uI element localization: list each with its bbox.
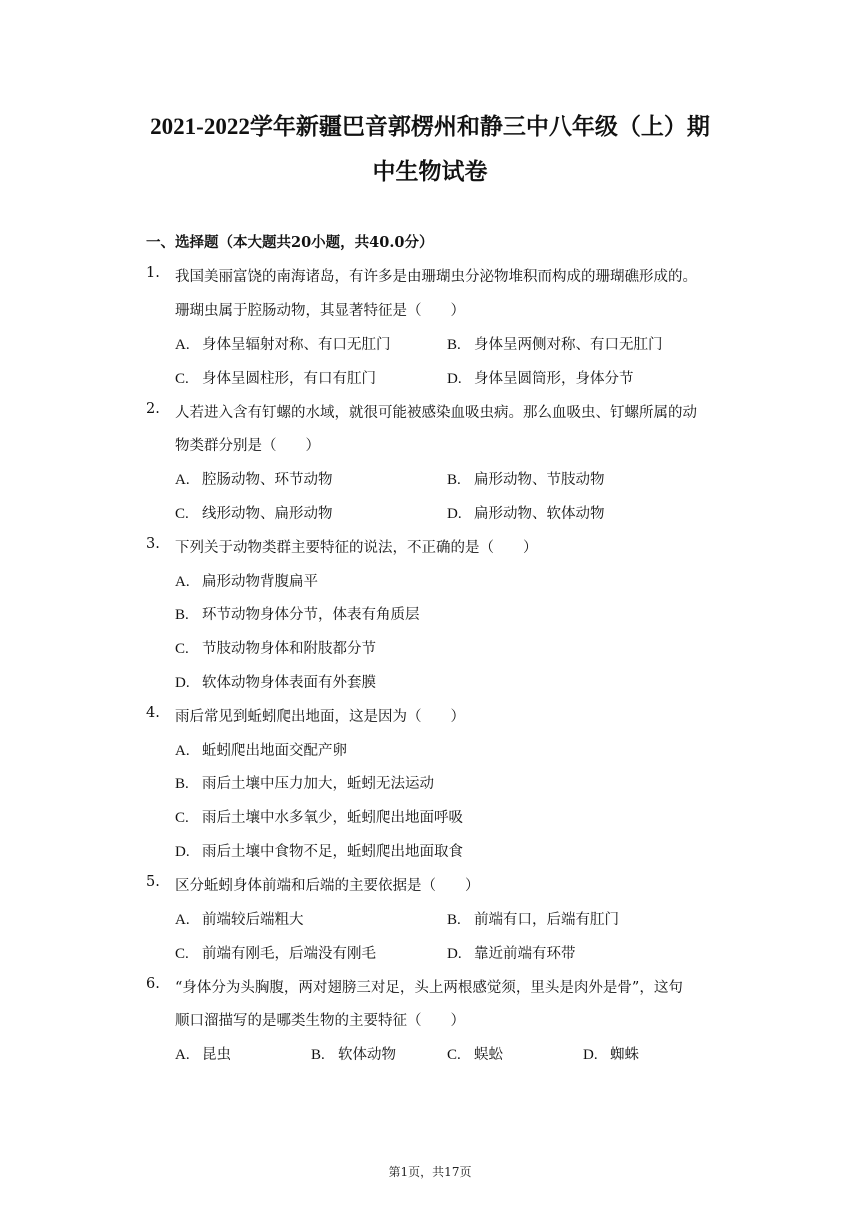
- question-1-text-line-2: 珊瑚虫属于腔肠动物，其显著特征是（ ）: [175, 303, 465, 319]
- question-4-option-a: A. 蚯蚓爬出地面交配产卵: [175, 743, 347, 759]
- question-1-number: 1.: [146, 265, 160, 281]
- document-title-line-1: 2021-2022学年新疆巴音郭楞州和静三中八年级（上）期: [150, 114, 710, 139]
- question-6-text-line-2: 顺口溜描写的是哪类生物的主要特征（ ）: [175, 1013, 465, 1029]
- question-1-text-line-1: 我国美丽富饶的南海诸岛，有许多是由珊瑚虫分泌物堆积而构成的珊瑚礁形成的。: [175, 269, 697, 285]
- question-2-number: 2.: [146, 401, 160, 417]
- question-5-option-d: D. 靠近前端有环带: [447, 946, 576, 962]
- question-2-text-line-2: 物类群分别是（ ）: [175, 438, 320, 454]
- question-6-option-b: B. 软体动物: [311, 1047, 396, 1063]
- page-footer: 第1页，共17页: [388, 1165, 472, 1179]
- question-5-text-line-1: 区分蚯蚓身体前端和后端的主要依据是（ ）: [175, 878, 480, 894]
- question-4-option-c: C. 雨后土壤中水多氧少，蚯蚓爬出地面呼吸: [175, 810, 463, 826]
- question-3-option-c: C. 节肢动物身体和附肢都分节: [175, 641, 376, 657]
- question-2-option-d: D. 扁形动物、软体动物: [447, 506, 605, 522]
- question-4-number: 4.: [146, 705, 160, 721]
- question-2-option-b: B. 扁形动物、节肢动物: [447, 472, 605, 488]
- question-5-option-b: B. 前端有口，后端有肛门: [447, 912, 619, 928]
- question-4-option-d: D. 雨后土壤中食物不足，蚯蚓爬出地面取食: [175, 844, 463, 860]
- question-2-option-a: A. 腔肠动物、环节动物: [175, 472, 333, 488]
- question-3-option-a: A. 扁形动物背腹扁平: [175, 574, 318, 590]
- question-3-option-b: B. 环节动物身体分节，体表有角质层: [175, 607, 420, 623]
- document-title-line-2: 中生物试卷: [372, 159, 488, 184]
- question-6-option-a: A. 昆虫: [175, 1047, 231, 1063]
- question-4-text-line-1: 雨后常见到蚯蚓爬出地面，这是因为（ ）: [175, 709, 465, 725]
- question-6-number: 6.: [146, 976, 160, 992]
- question-5-option-c: C. 前端有刚毛，后端没有刚毛: [175, 946, 376, 962]
- question-1-option-b: B. 身体呈两侧对称、有口无肛门: [447, 337, 663, 353]
- question-1-option-d: D. 身体呈圆筒形，身体分节: [447, 371, 634, 387]
- question-3-option-d: D. 软体动物身体表面有外套膜: [175, 675, 376, 691]
- question-2-option-c: C. 线形动物、扁形动物: [175, 506, 333, 522]
- question-3-text-line-1: 下列关于动物类群主要特征的说法，不正确的是（ ）: [175, 540, 538, 556]
- question-5-number: 5.: [146, 874, 160, 890]
- question-1-option-a: A. 身体呈辐射对称、有口无肛门: [175, 337, 391, 353]
- question-6-text-line-1: “身体分为头胸腹，两对翅膀三对足，头上两根感觉须，里头是肉外是骨”，这句: [175, 980, 683, 996]
- question-2-text-line-1: 人若进入含有钉螺的水域，就很可能被感染血吸虫病。那么血吸虫、钉螺所属的动: [175, 405, 697, 421]
- question-5-option-a: A. 前端较后端粗大: [175, 912, 304, 928]
- question-6-option-c: C. 蜈蚣: [447, 1047, 503, 1063]
- question-6-option-d: D. 蜘蛛: [583, 1047, 639, 1063]
- question-4-option-b: B. 雨后土壤中压力加大，蚯蚓无法运动: [175, 776, 434, 792]
- section-heading: 一、选择题（本大题共20小题，共40.0分）: [146, 234, 434, 251]
- question-1-option-c: C. 身体呈圆柱形，有口有肛门: [175, 371, 376, 387]
- question-3-number: 3.: [146, 536, 160, 552]
